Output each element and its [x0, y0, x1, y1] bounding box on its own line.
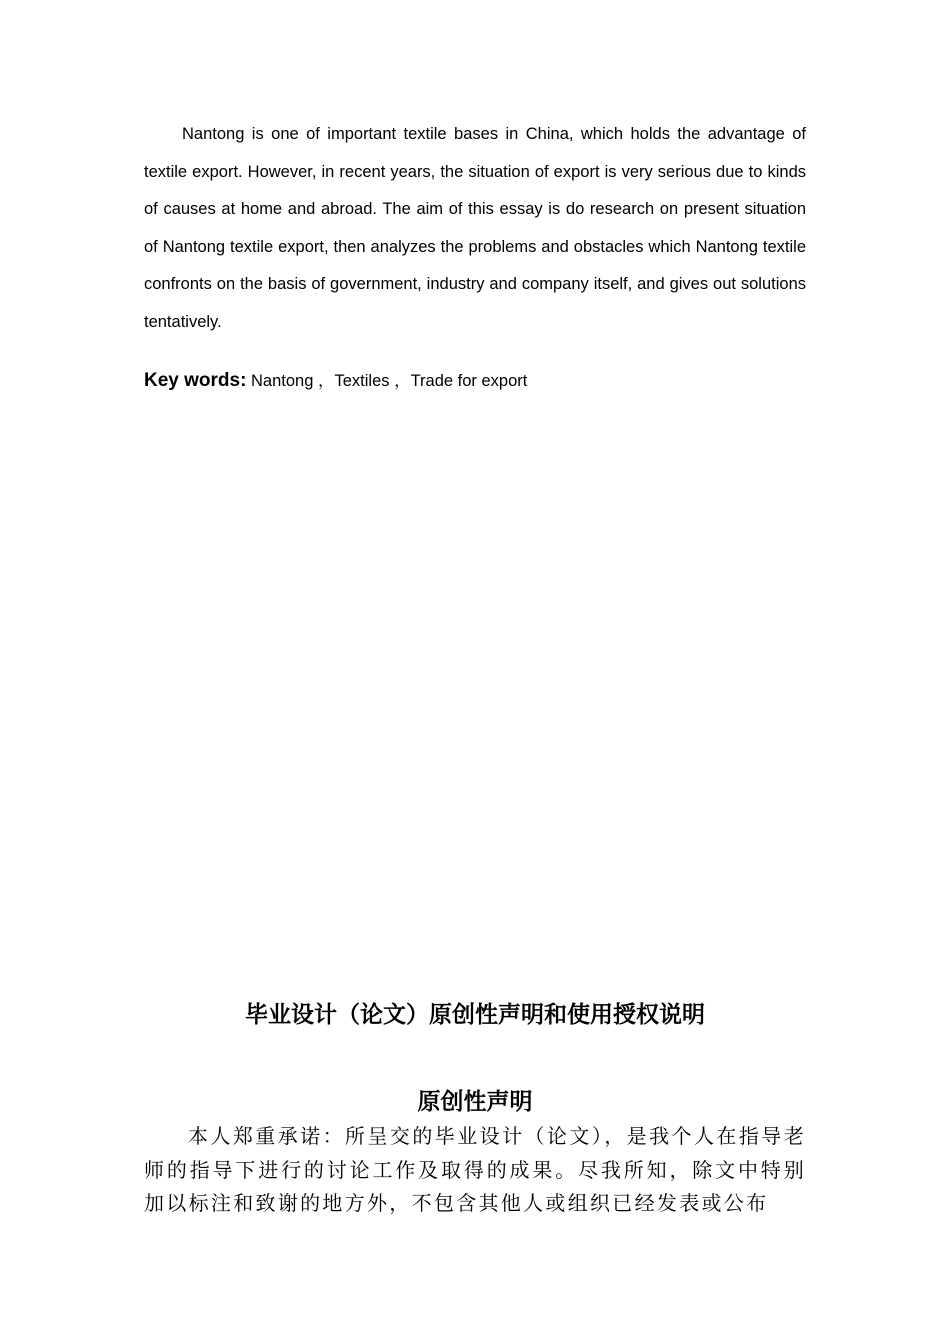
declaration-body: 本人郑重承诺：所呈交的毕业设计（论文），是我个人在指导老师的指导下进行的讨论工作及取得的成果。尽我所知，除文中特别加以标注和致谢的地方外，不包含其他人或组织已经发表或公布: [144, 1124, 806, 1215]
originality-title: 原创性声明: [417, 1088, 533, 1114]
keywords-text: Nantong ，Textiles ，Trade for export: [246, 372, 528, 390]
keywords-label: Key words:: [144, 370, 247, 391]
abstract-paragraph: Nantong is one of important textile bases in China, which holds the advantage of textile export. However, in recent years, the situation of export is very serious due to kinds of causes at home and abroad. The aim of this essay is do research on present situation of Nantong textile export, then analyzes the problems and obstacles which Nantong textile confronts on the basis of government, industry and company itself, and gives out solutions tentatively.: [144, 125, 806, 331]
declaration-title: 毕业设计（论文）原创性声明和使用授权说明: [245, 1001, 705, 1027]
keywords-line: [144, 366, 806, 396]
